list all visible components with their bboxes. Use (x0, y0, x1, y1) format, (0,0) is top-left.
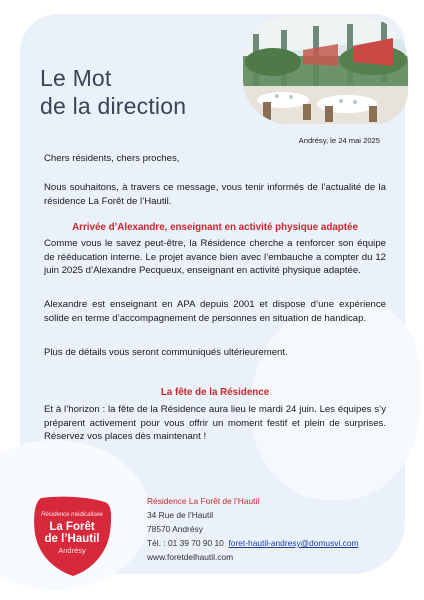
footer-website-link[interactable]: www.foretdelhautil.com (147, 552, 234, 562)
footer-contact (147, 538, 358, 548)
letter-date: Andrésy, le 24 mai 2025 (298, 136, 380, 145)
footer-phone: Tél. : 01 39 70 90 10 (147, 538, 224, 548)
page-title-line2: de la direction (40, 93, 187, 119)
page-title (40, 64, 186, 120)
footer-email-link[interactable]: foret-hautil-andresy@domusvi.com (228, 538, 359, 548)
logo-city: Andrésy (58, 546, 86, 555)
dining-room-photo (243, 16, 408, 124)
residence-logo (33, 496, 111, 578)
letter-intro: Nous souhaitons, à travers ce message, vous tenir informés de l’actualité de la résidence La Forêt de l’Hautil. (44, 182, 386, 207)
section2-paragraph1: Et à l’horizon : la fête de la Résidence aura lieu le mardi 24 juin. Les équipes s’y préparent activement pour vous offrir un moment festif et plein de surprises. Réservez vos places dès maintenant ! (44, 404, 386, 443)
footer-residence-name: Résidence La Forêt de l’Hautil (147, 496, 260, 506)
section-heading-alexandre: Arrivée d’Alexandre, enseignant en activité physique adaptée (72, 222, 358, 233)
section-heading-fete: La fête de la Résidence (160, 387, 270, 398)
logo-name-line1: La Forêt (49, 521, 95, 533)
section1-paragraph3: Plus de détails vous seront communiqués ultérieurement. (44, 347, 288, 358)
section1-paragraph2: Alexandre est enseignant en APA depuis 2001 et dispose d’une expérience solide en terme d’accompagnement de personnes en situation de handicap. (44, 299, 386, 324)
letter-greeting: Chers résidents, chers proches, (44, 153, 180, 164)
page-title-line1: Le Mot (40, 65, 112, 91)
footer-address2: 78570 Andrésy (147, 524, 203, 534)
footer-address1: 34 Rue de l’Hautil (147, 510, 214, 520)
logo-tagline: Résidence médicalisée (41, 512, 103, 518)
section1-paragraph1: Comme vous le savez peut-être, la Résidence cherche a renforcer son équipe de rééducation interne. Le projet avance bien avec l’embauche a compter du 12 juin 2025 d’Alexandre Pecqueux, enseignant en activité physique adaptée. (44, 238, 386, 277)
logo-name-line2: de l’Hautil (44, 533, 100, 545)
